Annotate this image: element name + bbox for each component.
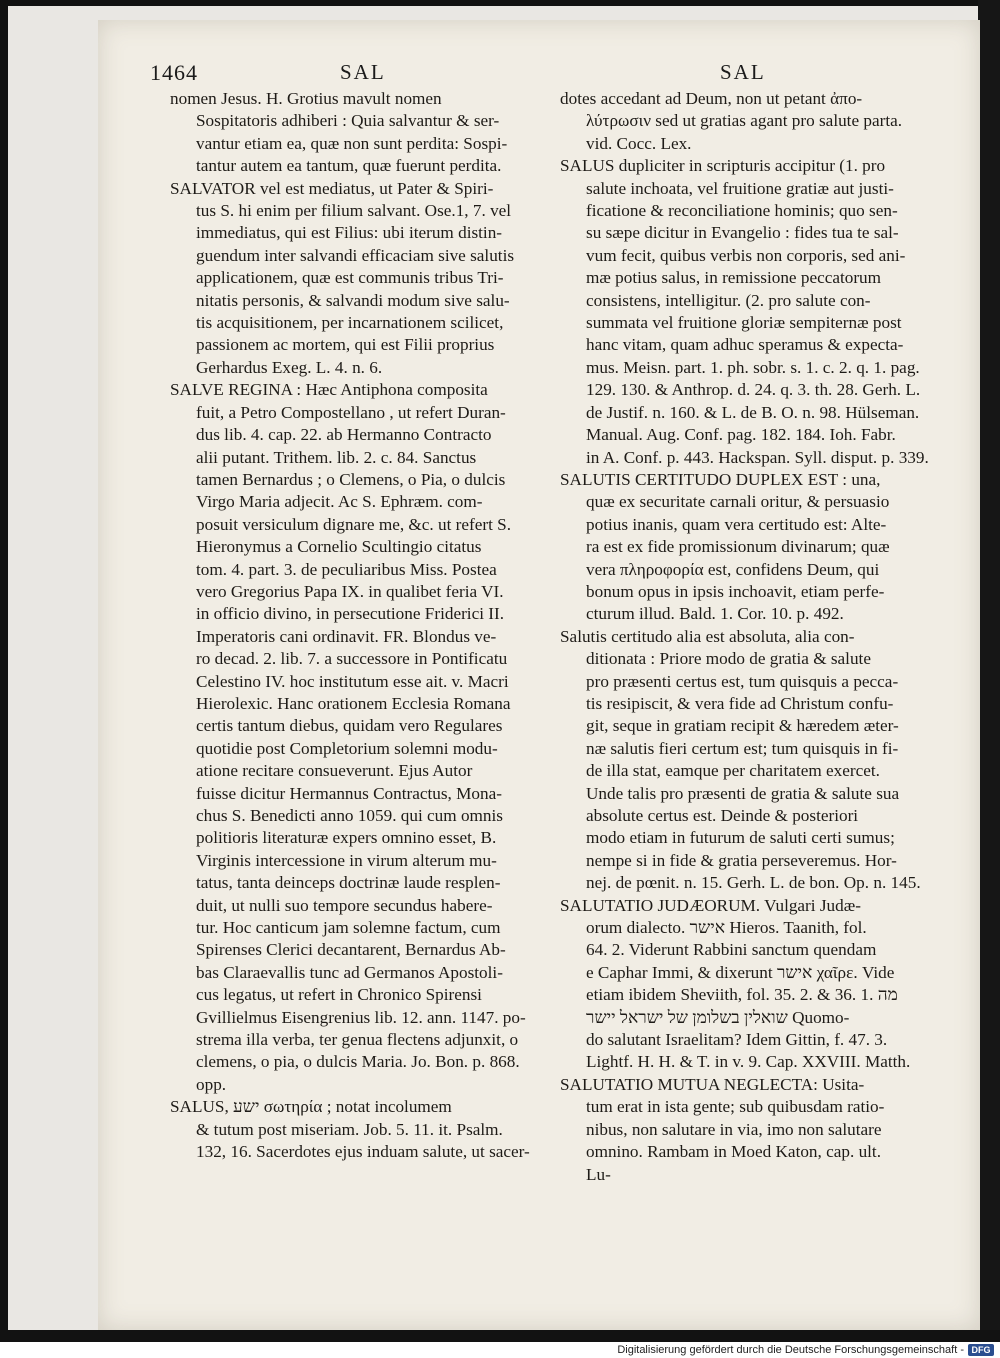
text-line: nibus, non salutare in via, imo non salutare bbox=[586, 1119, 882, 1139]
text-line: dus lib. 4. cap. 22. ab Hermanno Contracto bbox=[196, 425, 492, 445]
text-line: vid. Cocc. Lex. bbox=[586, 133, 692, 153]
text-line: tum erat in ista gente; sub quibusdam ratio- bbox=[586, 1097, 885, 1117]
text-line: ra est ex fide promissionum divinarum; quæ bbox=[586, 537, 890, 557]
text-line: tamen Bernardus ; o Clemens, o Pia, o dulcis bbox=[196, 469, 506, 489]
text-line: dotes accedant ad Deum, non ut petant ἀπο- bbox=[560, 89, 863, 108]
text-line: mus. Meisn. part. 1. ph. sobr. s. 1. c. 2. q. 1. pag. bbox=[586, 357, 920, 377]
text-line: potius inanis, quam vera certitudo est: Alte- bbox=[586, 514, 887, 534]
text-line: tantur autem ea tantum, quæ fuerunt perdita. bbox=[196, 156, 502, 176]
text-line: quæ ex securitate carnali oritur, & persuasio bbox=[586, 492, 890, 512]
text-line: tis resipiscit, & vera fide ad Christum confu- bbox=[586, 693, 894, 713]
text-line: tatus, tanta deinceps doctrinæ laude resplen- bbox=[196, 873, 501, 893]
text-line: consistens, intelligitur. (2. pro salute con- bbox=[586, 290, 871, 310]
text-line: nempe si in fide & gratia perseveremus. Hor- bbox=[586, 850, 897, 870]
text-line: Salutis certitudo alia est absoluta, alia con- bbox=[560, 626, 855, 646]
text-line: Lu- bbox=[586, 1164, 611, 1184]
text-line: fuit, a Petro Compostellano , ut refert Duran- bbox=[196, 402, 506, 422]
right-column bbox=[560, 88, 932, 1186]
text-line: vantur etiam ea, quæ non sunt perdita: Sospi- bbox=[196, 133, 508, 153]
text-line: su sæpe dicitur in Evangelio : fides tua te sal- bbox=[586, 223, 899, 243]
text-line: do salutant Israelitam? Idem Gittin, f. 47. 3. bbox=[586, 1030, 888, 1050]
text-line: cus legatus, ut refert in Chronico Spirensi bbox=[196, 985, 482, 1005]
text-line: tom. 4. part. 3. de peculiaribus Miss. Postea bbox=[196, 559, 497, 579]
text-line: Imperatoris cani ordinavit. FR. Blondus ve- bbox=[196, 626, 497, 646]
text-line: opp. bbox=[196, 1074, 227, 1094]
text-line: vero Gregorius Papa IX. in qualibet feria VI. bbox=[196, 581, 504, 601]
text-line: nitatis personis, & salvandi modum sive salu- bbox=[196, 290, 510, 310]
text-line: SALVATOR vel est mediatus, ut Pater & Spiri- bbox=[170, 178, 494, 198]
text-line: clemens, o pia, o dulcis Maria. Jo. Bon. p. 868. bbox=[196, 1052, 520, 1072]
text-line: hanc vitam, quam adhuc speramus & expecta- bbox=[586, 335, 904, 355]
text-line: Spirenses Clerici decantarent, Bernardus Ab- bbox=[196, 940, 506, 960]
text-line: SALUS dupliciter in scripturis accipitur (1. pro bbox=[560, 156, 886, 176]
text-line: tur. Hoc canticum jam solemne factum, cum bbox=[196, 918, 501, 938]
text-line: summata vel fruitione gloriæ sempiternæ post bbox=[586, 313, 902, 333]
text-line: SALUTATIO MUTUA NEGLECTA: Usita- bbox=[560, 1074, 865, 1094]
text-line: שואלין בשלומן של ישראל יישר Quomo- bbox=[586, 1007, 850, 1027]
text-line: mæ potius salus, in remissione peccatorum bbox=[586, 268, 882, 288]
text-line: & tutum post miseriam. Job. 5. 11. it. Psalm. bbox=[196, 1119, 503, 1139]
text-line: 129. 130. & Anthrop. d. 24. q. 3. th. 28. Gerh. L. bbox=[586, 380, 921, 400]
text-line: etiam ibidem Sheviith, fol. 35. 2. & 36. 1. מה bbox=[586, 985, 898, 1005]
scan-edge-top bbox=[0, 0, 1000, 6]
text-line: SALUTATIO JUDÆORUM. Vulgari Judæ- bbox=[560, 895, 861, 915]
text-line: Celestino IV. hoc institutum esse ait. v. Macri bbox=[196, 671, 509, 691]
text-line: guendum inter salvandi efficaciam sive salutis bbox=[196, 245, 515, 265]
text-line: de Justif. n. 160. & L. de B. O. n. 98. Hülseman. bbox=[586, 402, 920, 422]
text-line: ro decad. 2. lib. 7. a successore in Pontificatu bbox=[196, 649, 508, 669]
text-line: atione recitare consueverunt. Ejus Autor bbox=[196, 761, 473, 781]
text-line: næ salutis fieri certum est; tum quisquis in fi- bbox=[586, 738, 899, 758]
text-line: Manual. Aug. Conf. pag. 182. 184. Ioh. Fabr. bbox=[586, 425, 896, 445]
footer-credit: Digitalisierung gefördert durch die Deutsche Forschungsgemeinschaft - bbox=[617, 1344, 964, 1356]
text-line: Virgo Maria adjecit. Ac S. Ephræm. com- bbox=[196, 492, 483, 512]
text-line: nomen Jesus. H. Grotius mavult nomen bbox=[170, 89, 442, 108]
text-line: omnino. Rambam in Moed Katon, cap. ult. bbox=[586, 1142, 882, 1162]
page-number: 1464 bbox=[150, 60, 198, 85]
text-line: orum dialecto. אישר Hieros. Taanith, fol. bbox=[586, 918, 867, 938]
text-line: certis tantum diebus, quidam vero Regulares bbox=[196, 716, 503, 736]
text-line: quotidie post Completorium solemni modu- bbox=[196, 738, 498, 758]
dfg-logo: DFG bbox=[968, 1344, 994, 1356]
text-line: bas Claraevallis tunc ad Germanos Apostoli- bbox=[196, 962, 503, 982]
text-line: e Caphar Immi, & dixerunt אישר χαῖρε. Vide bbox=[586, 962, 895, 982]
text-line: tis acquisitionem, per incarnationem scilicet, bbox=[196, 313, 504, 333]
text-line: vum fecit, quibus verbis non corporis, sed ani- bbox=[586, 245, 906, 265]
scan-edge-right bbox=[978, 0, 1000, 1342]
text-line: Virginis intercessione in virum alterum mu- bbox=[196, 850, 497, 870]
text-line: in officio divino, in persecutione Friderici II. bbox=[196, 604, 505, 624]
text-line: immediatus, qui est Filius: ubi iterum distin- bbox=[196, 223, 503, 243]
text-line: alii putant. Trithem. lib. 2. c. 84. Sanctus bbox=[196, 447, 477, 467]
text-line: 132, 16. Sacerdotes ejus induam salute, ut sacer- bbox=[196, 1142, 530, 1162]
running-head-right: SAL bbox=[720, 60, 766, 84]
text-line: pro præsenti certus est, tum quisquis a pecca- bbox=[586, 671, 899, 691]
text-line: politioris literaturæ expers omnino esset, B. bbox=[196, 828, 497, 848]
scan-edge-left bbox=[0, 0, 8, 1342]
text-line: Gerhardus Exeg. L. 4. n. 6. bbox=[196, 357, 383, 377]
text-line: Sospitatoris adhiberi : Quia salvantur & ser- bbox=[196, 111, 500, 131]
running-head-left: SAL bbox=[340, 60, 386, 84]
text-line: cturum illud. Bald. 1. Cor. 10. p. 492. bbox=[586, 604, 844, 624]
text-line: nej. de pœnit. n. 15. Gerh. L. de bon. Op. n. 145. bbox=[586, 873, 921, 893]
text-line: ficatione & reconciliatione hominis; quo sen- bbox=[586, 201, 898, 221]
text-line: SALUS, ישע σωτηρία ; notat incolumem bbox=[170, 1097, 452, 1117]
text-line: ditionata : Priore modo de gratia & salute bbox=[586, 649, 871, 669]
text-line: bonum opus in ipsis inchoavit, etiam perfe- bbox=[586, 581, 885, 601]
text-line: duit, ut nulli suo tempore secundus habere- bbox=[196, 895, 493, 915]
text-line: Gvillielmus Eisengrenius lib. 12. ann. 1147. po- bbox=[196, 1007, 526, 1027]
text-line: Hierolexic. Hanc orationem Ecclesia Romana bbox=[196, 693, 511, 713]
text-line: Lightf. H. H. & T. in v. 9. Cap. XXVIII. Matth. bbox=[586, 1052, 911, 1072]
text-line: passionem ac mortem, qui est Filii proprius bbox=[196, 335, 495, 355]
text-line: modo etiam in futurum de saluti certi sumus; bbox=[586, 828, 895, 848]
text-line: SALUTIS CERTITUDO DUPLEX EST : una, bbox=[560, 469, 881, 489]
text-line: 64. 2. Viderunt Rabbini sanctum quendam bbox=[586, 940, 877, 960]
text-line: vera πληροφορία est, confidens Deum, qui bbox=[586, 559, 880, 579]
text-line: salute inchoata, vel fruitione gratiæ aut justi- bbox=[586, 178, 894, 198]
text-line: Unde talis pro præsenti de gratia & salute sua bbox=[586, 783, 900, 803]
left-column bbox=[170, 88, 552, 1164]
text-line: git, seque in gratiam recipit & hæredem æter- bbox=[586, 716, 899, 736]
text-line: fuisse dicitur Hermannus Contractus, Mona- bbox=[196, 783, 502, 803]
text-line: de illa stat, eamque per charitatem exercet. bbox=[586, 761, 880, 781]
scan-edge-bottom bbox=[0, 1330, 1000, 1342]
text-line: SALVE REGINA : Hæc Antiphona composita bbox=[170, 380, 488, 400]
text-line: chus S. Benedicti anno 1059. qui cum omnis bbox=[196, 806, 503, 825]
text-line: applicationem, quæ est communis tribus Tri- bbox=[196, 268, 504, 288]
text-line: absolute certus est. Deinde & posteriori bbox=[586, 806, 859, 825]
text-line: in A. Conf. p. 443. Hackspan. Syll. disput. p. 339. bbox=[586, 447, 929, 467]
text-line: Hieronymus a Cornelio Scultingio citatus bbox=[196, 537, 482, 557]
text-line: tus S. hi enim per filium salvant. Ose.1, 7. vel bbox=[196, 201, 512, 221]
text-line: λύτρωσιν sed ut gratias agant pro salute parta. bbox=[586, 111, 903, 131]
text-line: posuit versiculum dignare me, &c. ut refert S. bbox=[196, 514, 512, 534]
text-line: strema illa verba, ter genua flectens adjunxit, o bbox=[196, 1030, 519, 1050]
